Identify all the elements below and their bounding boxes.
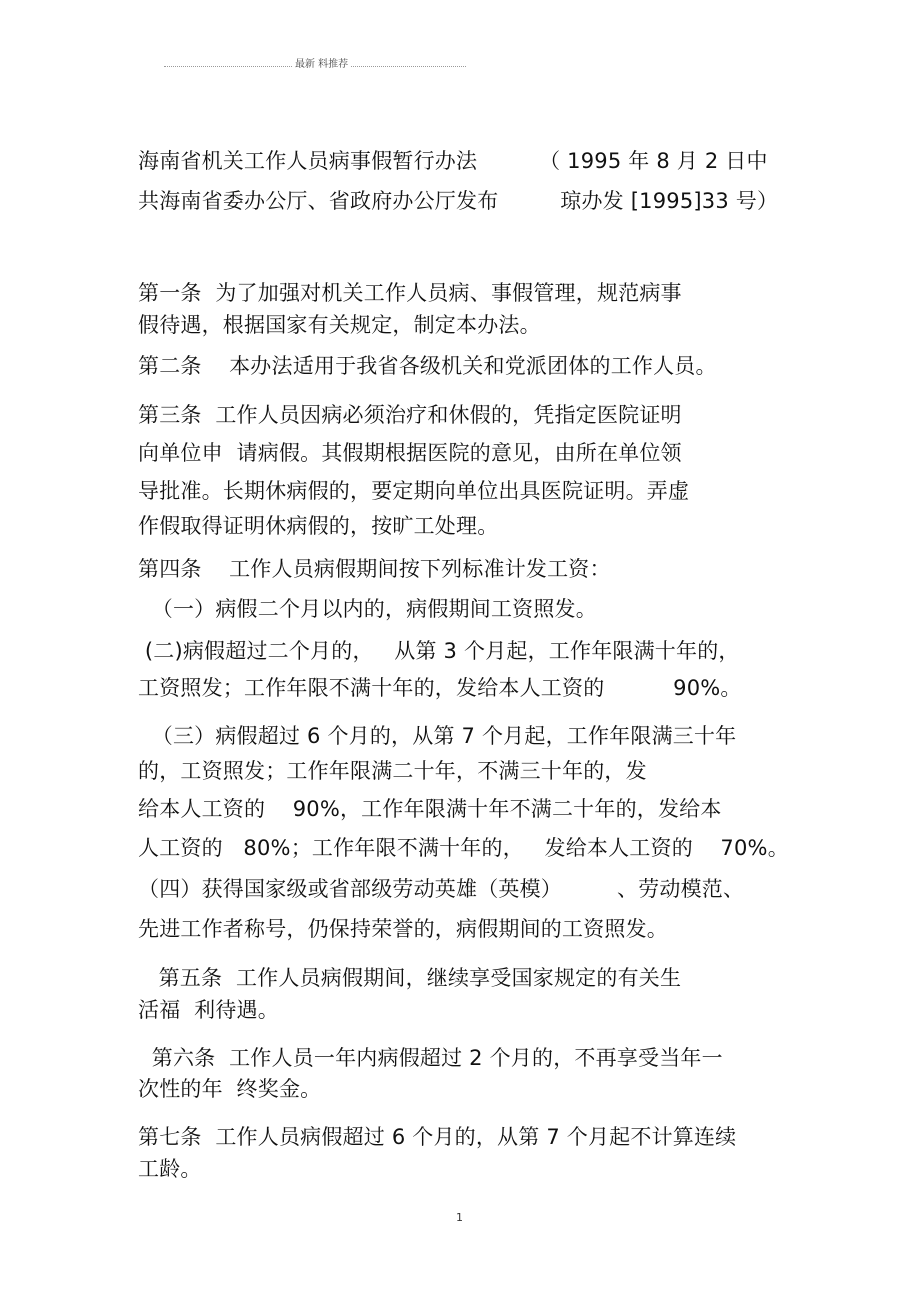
article-3-line-2: 向单位申 请病假。其假期根据医院的意见，由所在单位领: [138, 441, 682, 465]
document-title-line-1: 海南省机关工作人员病事假暂行办法 （ 1995 年 8 月 2 日中: [138, 149, 768, 173]
article-4-item-3-line-3: 给本人工资的 90%，工作年限满十年不满二十年的，发给本: [138, 797, 722, 821]
article-2-line-1: 第二条 本办法适用于我省各级机关和党派团体的工作人员。: [138, 354, 717, 378]
article-3-line-4: 作假取得证明休病假的，按旷工处理。: [138, 514, 499, 538]
article-4-item-3-line-2: 的，工资照发；工作年限满二十年，不满三十年的，发: [138, 759, 647, 783]
article-4-item-4-line-2: 先进工作者称号，仍保持荣誉的，病假期间的工资照发。: [138, 917, 668, 941]
article-4-item-3-line-1: （三）病假超过 6 个月的，从第 7 个月起，工作年限满三十年: [138, 724, 737, 748]
article-3-line-3: 导批准。长期休病假的，要定期向单位出具医院证明。弄虚: [138, 479, 690, 503]
article-5-line-1: 第五条 工作人员病假期间，继续享受国家规定的有关生: [138, 966, 682, 990]
article-7-line-1: 第七条 工作人员病假超过 6 个月的，从第 7 个月起不计算连续: [138, 1125, 737, 1149]
article-3-line-1: 第三条 工作人员因病必须治疗和休假的，凭指定医院证明: [138, 403, 682, 427]
article-6-line-2: 次性的年 终奖金。: [138, 1077, 322, 1101]
article-6-line-1: 第六条 工作人员一年内病假超过 2 个月的，不再享受当年一: [138, 1046, 723, 1070]
article-4-line-1: 第四条 工作人员病假期间按下列标准计发工资：: [138, 557, 611, 581]
page-number: 1: [456, 1211, 463, 1224]
header-text: 最新 料推荐: [292, 58, 351, 72]
article-4-item-2-line-2: 工资照发；工作年限不满十年的，发给本人工资的 90%。: [138, 676, 742, 700]
article-1-line-2: 假待遇，根据国家有关规定，制定本办法。: [138, 313, 541, 337]
document-title-line-2: 共海南省委办公厅、省政府办公厅发布 琼办发 [1995]33 号）: [138, 189, 779, 213]
article-4-item-3-line-4: 人工资的 80%；工作年限不满十年的， 发给本人工资的 70%。: [138, 836, 789, 860]
article-4-item-2-line-1: (二)病假超过二个月的， 从第 3 个月起，工作年限满十年的，: [138, 639, 740, 663]
article-7-line-2: 工龄。: [138, 1157, 202, 1181]
article-5-line-2: 活福 利待遇。: [138, 998, 279, 1022]
article-4-item-1-line-1: （一）病假二个月以内的，病假期间工资照发。: [138, 597, 597, 621]
article-1-line-1: 第一条 为了加强对机关工作人员病、事假管理，规范病事: [138, 281, 682, 305]
article-4-item-4-line-1: （四）获得国家级或省部级劳动英雄（英模） 、劳动模范、: [138, 877, 745, 901]
